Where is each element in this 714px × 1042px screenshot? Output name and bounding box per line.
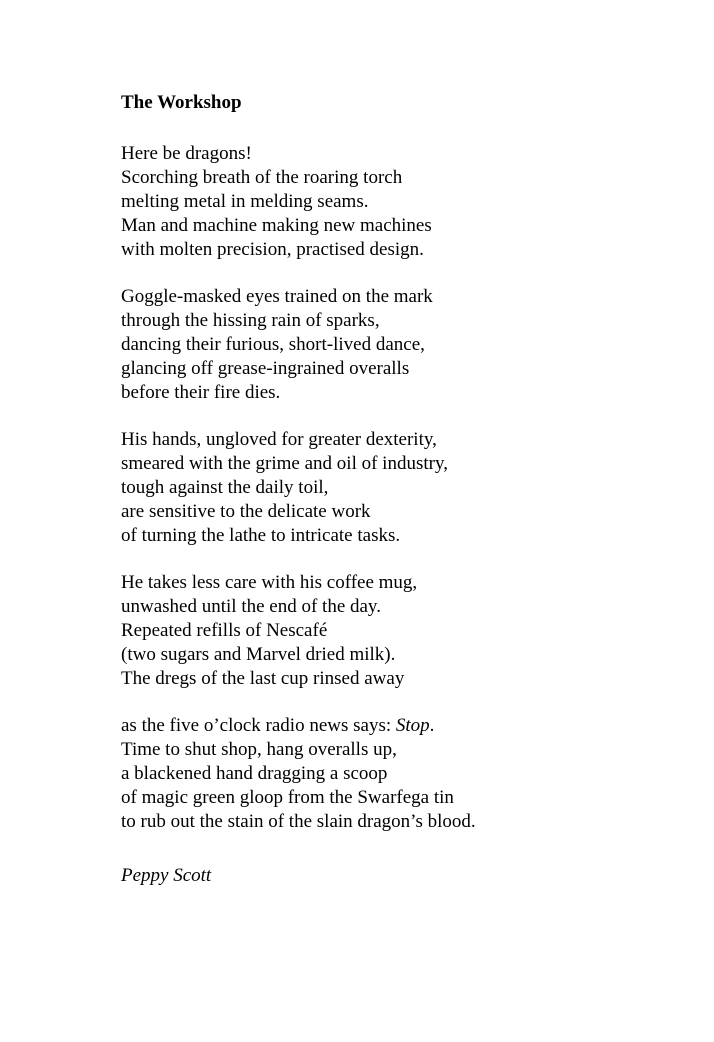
- poem-line: before their fire dies.: [121, 382, 281, 403]
- poem-line: (two sugars and Marvel dried milk).: [121, 644, 396, 665]
- poem-line: Scorching breath of the roaring torch: [121, 167, 403, 188]
- poem-body: [121, 142, 654, 834]
- poem-stanza: [121, 285, 654, 405]
- poem-line: smeared with the grime and oil of industry,: [121, 453, 448, 474]
- poem-title: The Workshop: [121, 92, 242, 113]
- poem-author: Peppy Scott: [121, 865, 212, 886]
- poem-stanza: [121, 571, 654, 691]
- poem-line: with molten precision, practised design.: [121, 239, 424, 260]
- poem-stanza: [121, 428, 654, 548]
- poem-line: a blackened hand dragging a scoop: [121, 763, 388, 784]
- poem-line: of magic green gloop from the Swarfega tin: [121, 787, 454, 808]
- poem-line: of turning the lathe to intricate tasks.: [121, 525, 401, 546]
- poem-line: [121, 714, 654, 738]
- poem-line-segment-italic: Stop: [395, 715, 430, 736]
- poem-line: Repeated refills of Nescafé: [121, 620, 328, 641]
- poem-line: Here be dragons!: [121, 143, 252, 164]
- poem-line: melting metal in melding seams.: [121, 191, 369, 212]
- poem-line: Goggle-masked eyes trained on the mark: [121, 286, 433, 307]
- poem-line-segment: as the five o’clock radio news says:: [121, 715, 396, 736]
- poem-line: unwashed until the end of the day.: [121, 596, 381, 617]
- poem-line: dancing their furious, short-lived dance,: [121, 334, 425, 355]
- poem-line: His hands, ungloved for greater dexterity,: [121, 429, 437, 450]
- poem-stanza: [121, 142, 654, 262]
- poem-line: through the hissing rain of sparks,: [121, 310, 380, 331]
- poem-line: Man and machine making new machines: [121, 215, 432, 236]
- poem-line: to rub out the stain of the slain dragon’s blood.: [121, 811, 476, 832]
- poem-line-segment: .: [429, 715, 435, 736]
- poem-line: are sensitive to the delicate work: [121, 501, 371, 522]
- poem-stanza: [121, 714, 654, 834]
- poem-line: glancing off grease-ingrained overalls: [121, 358, 410, 379]
- poem-line: Time to shut shop, hang overalls up,: [121, 739, 397, 760]
- poem-line: He takes less care with his coffee mug,: [121, 572, 418, 593]
- poem-line: The dregs of the last cup rinsed away: [121, 668, 405, 689]
- poem-line: tough against the daily toil,: [121, 477, 329, 498]
